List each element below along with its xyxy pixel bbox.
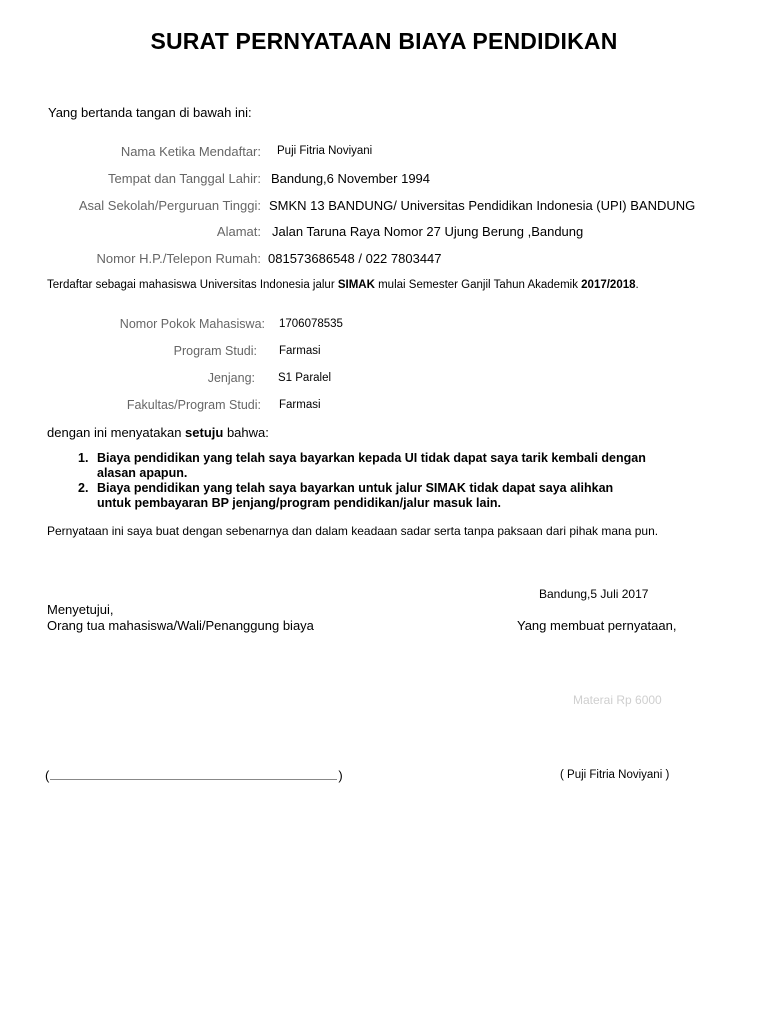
agreement-prefix: dengan ini menyatakan bbox=[47, 425, 186, 440]
program-value: Farmasi bbox=[279, 345, 321, 357]
signature-underline bbox=[50, 767, 337, 780]
phone-label: Nomor H.P./Telepon Rumah: bbox=[96, 251, 261, 266]
statement-line: alasan apapun. bbox=[97, 466, 188, 480]
npm-label: Nomor Pokok Mahasiswa: bbox=[119, 317, 265, 331]
guardian-signature-line bbox=[45, 767, 343, 783]
close-paren: ) bbox=[338, 768, 343, 783]
phone-value: 081573686548 / 022 7803447 bbox=[268, 251, 442, 266]
statement-line: untuk pembayaran BP jenjang/program pendidikan/jalur masuk lain. bbox=[97, 496, 502, 510]
birth-label: Tempat dan Tanggal Lahir: bbox=[108, 171, 261, 186]
agreement-suffix: bahwa: bbox=[223, 425, 269, 440]
registration-path: SIMAK bbox=[337, 279, 375, 291]
school-label: Asal Sekolah/Perguruan Tinggi: bbox=[78, 198, 261, 213]
school-value: SMKN 13 BANDUNG/ Universitas Pendidikan Indonesia (UPI) BANDUNG bbox=[269, 198, 696, 213]
agreement-intro bbox=[47, 425, 269, 440]
statement-item bbox=[78, 451, 708, 481]
level-value: S1 Paralel bbox=[278, 372, 332, 384]
agreement-keyword: setuju bbox=[185, 425, 224, 440]
faculty-label: Fakultas/Program Studi: bbox=[126, 398, 261, 412]
statement-item bbox=[78, 481, 708, 511]
statement-line: Biaya pendidikan yang telah saya bayarkan kepada UI tidak dapat saya tarik kembali dengan bbox=[97, 451, 646, 465]
approval-label: Menyetujui, bbox=[47, 602, 114, 617]
registration-prefix: Terdaftar sebagai mahasiswa Universitas Indonesia jalur bbox=[47, 279, 338, 291]
open-paren: ( bbox=[45, 768, 50, 783]
name-value: Puji Fitria Noviyani bbox=[277, 145, 373, 157]
place-date: Bandung,5 Juli 2017 bbox=[539, 587, 649, 601]
registration-middle: mulai Semester Ganjil Tahun Akademik bbox=[374, 279, 582, 291]
npm-value: 1706078535 bbox=[279, 318, 343, 330]
name-label: Nama Ketika Mendaftar: bbox=[120, 144, 261, 159]
guardian-label: Orang tua mahasiswa/Wali/Penanggung biaya bbox=[47, 618, 314, 633]
maker-label: Yang membuat pernyataan, bbox=[517, 618, 677, 633]
registration-suffix: . bbox=[635, 279, 639, 291]
birth-value: Bandung,6 November 1994 bbox=[271, 171, 431, 186]
address-value: Jalan Taruna Raya Nomor 27 Ujung Berung ,Bandung bbox=[272, 224, 584, 239]
statement-number: 1. bbox=[78, 451, 89, 465]
program-label: Program Studi: bbox=[173, 344, 257, 358]
faculty-value: Farmasi bbox=[279, 399, 321, 411]
signer-name: ( Puji Fitria Noviyani ) bbox=[560, 769, 670, 781]
statement-number: 2. bbox=[78, 481, 89, 495]
registration-year: 2017/2018 bbox=[581, 279, 636, 291]
statement-list bbox=[78, 451, 708, 511]
level-label: Jenjang: bbox=[207, 371, 255, 385]
address-label: Alamat: bbox=[216, 224, 261, 239]
closing-statement: Pernyataan ini saya buat dengan sebenarnya dan dalam keadaan sadar serta tanpa paksaan dari pihak mana pun. bbox=[47, 524, 659, 538]
document-title: SURAT PERNYATAAN BIAYA PENDIDIKAN bbox=[150, 28, 618, 54]
materai-stamp-placeholder: Materai Rp 6000 bbox=[573, 693, 662, 707]
registration-statement bbox=[47, 279, 639, 291]
intro-text: Yang bertanda tangan di bawah ini: bbox=[48, 105, 252, 120]
statement-line: Biaya pendidikan yang telah saya bayarkan untuk jalur SIMAK tidak dapat saya alihkan bbox=[97, 481, 614, 495]
